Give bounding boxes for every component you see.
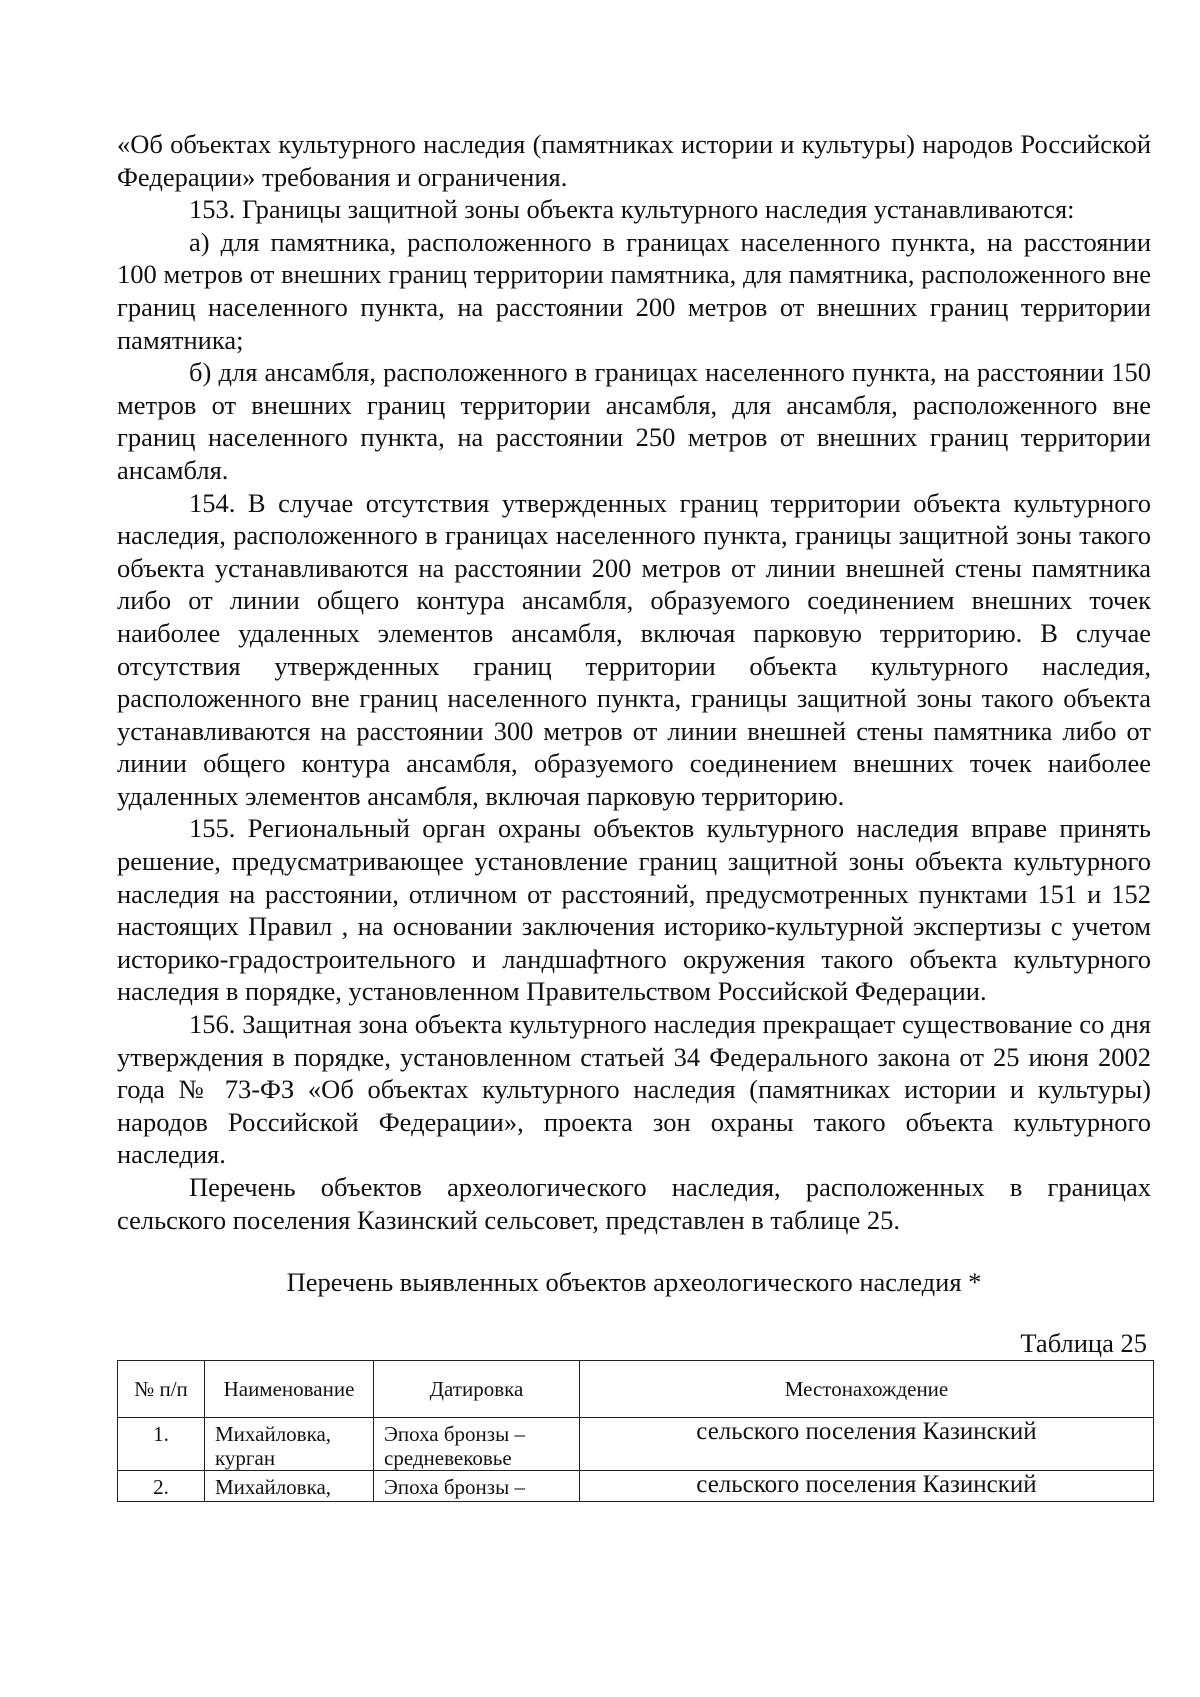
table-title: Перечень выявленных объектов археологического наследия * xyxy=(286,1267,982,1298)
paragraph-156: 156. Защитная зона объекта культурного наследия прекращает существование со дня утверждения в порядке, установленном статьей 34 Федерального закона от 25 июня 2002 года № 73-ФЗ «Об объектах культурного наследия (памятниках истории и культуры) народов Российской Федерации», проекта зон охраны такого объекта культурного наследия. xyxy=(117,1009,1151,1170)
document-body xyxy=(117,128,1151,1236)
paragraph-153a: а) для памятника, расположенного в границах населенного пункта, на расстоянии 100 метров от внешних границ территории памятника, для памятника, расположенного вне границ населенного пункта, на расстоянии 200 метров от внешних границ территории памятника; xyxy=(117,226,1151,355)
header-num: № п/п xyxy=(118,1361,205,1418)
cell-date: Эпоха бронзы – средневековье xyxy=(374,1418,580,1471)
cell-location: сельского поселения Казинский xyxy=(580,1418,1154,1471)
cell-num: 1. xyxy=(118,1418,205,1471)
header-name: Наименование xyxy=(205,1361,374,1418)
header-location: Местонахождение xyxy=(580,1361,1154,1418)
paragraph-list-intro: Перечень объектов археологического наследия, расположенных в границах сельского поселения Казинский сельсовет, представлен в таблице 25. xyxy=(117,1172,1151,1235)
table-row xyxy=(118,1471,1154,1502)
cell-date: Эпоха бронзы – xyxy=(374,1471,580,1502)
cell-name: Михайловка, xyxy=(205,1471,374,1502)
table-row xyxy=(118,1418,1154,1471)
paragraph-153: 153. Границы защитной зоны объекта культурного наследия устанавливаются: xyxy=(189,194,1075,225)
table-number-label: Таблица 25 xyxy=(1020,1328,1147,1359)
document-page xyxy=(117,128,1151,1502)
paragraph-154: 154. В случае отсутствия утвержденных границ территории объекта культурного наследия, расположенного в границах населенного пункта, границы защитной зоны такого объекта устанавливаются на расстоянии 200 метров от линии внешней стены памятника либо от линии общего контура ансамбля, образуемого соединением внешних точек наиболее удаленных элементов ансамбля, включая парковую территорию. В случае отсутствия утвержденных границ территории объекта культурного наследия, расположенного вне границ населенного пункта, границы защитной зоны такого объекта устанавливаются на расстоянии 300 метров от линии внешней стены памятника либо от линии общего контура ансамбля, образуемого соединением внешних точек наиболее удаленных элементов ансамбля, включая парковую территорию. xyxy=(117,487,1151,811)
cell-location: сельского поселения Казинский xyxy=(580,1471,1154,1502)
cell-name: Михайловка, курган xyxy=(205,1418,374,1471)
archaeological-heritage-table xyxy=(117,1360,1154,1502)
cell-num: 2. xyxy=(118,1471,205,1502)
paragraph-155: 155. Региональный орган охраны объектов культурного наследия вправе принять решение, предусматривающее установление границ защитной зоны объекта культурного наследия на расстоянии, отличном от расстояний, предусмотренных пунктами 151 и 152 настоящих Правил , на основании заключения историко-культурной экспертизы с учетом историко-градостроительного и ландшафтного окружения такого объекта культурного наследия в порядке, установленном Правительством Российской Федерации. xyxy=(117,813,1151,1007)
paragraph-153b: б) для ансамбля, расположенного в границах населенного пункта, на расстоянии 150 метров от внешних границ территории ансамбля, для ансамбля, расположенного вне границ населенного пункта, на расстоянии 250 метров от внешних границ территории ансамбля. xyxy=(117,357,1151,485)
paragraph-continuation: «Об объектах культурного наследия (памятниках истории и культуры) народов Российской Федерации» требования и ограничения. xyxy=(117,129,1151,192)
header-date: Датировка xyxy=(374,1361,580,1418)
table-header-row xyxy=(118,1361,1154,1418)
